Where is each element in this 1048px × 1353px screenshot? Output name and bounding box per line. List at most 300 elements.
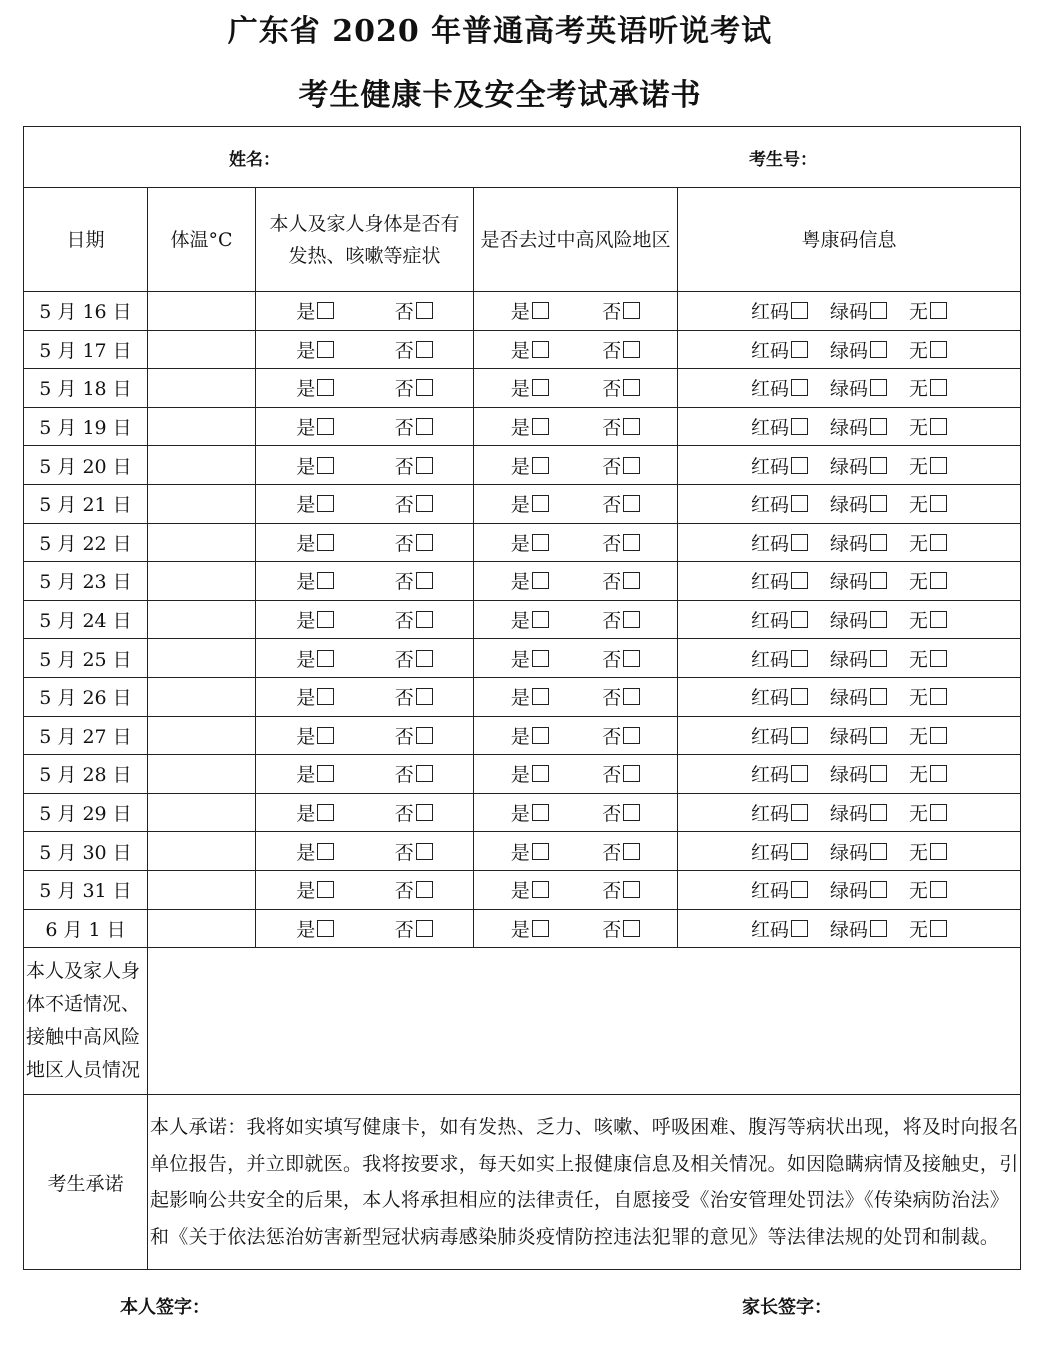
yes-option[interactable] (296, 529, 334, 556)
checkbox[interactable] (623, 727, 640, 744)
no-option[interactable] (602, 529, 640, 556)
yes-option[interactable] (511, 567, 549, 594)
red-code-option[interactable] (751, 760, 808, 787)
checkbox[interactable] (416, 379, 433, 396)
checkbox[interactable] (532, 379, 549, 396)
yes-option[interactable] (511, 606, 549, 633)
checkbox[interactable] (791, 457, 808, 474)
temperature-cell[interactable] (148, 600, 256, 639)
checkbox[interactable] (317, 457, 334, 474)
condition-note-row (24, 948, 1021, 1095)
no-option[interactable] (395, 683, 433, 710)
no-option[interactable] (602, 490, 640, 517)
checkbox[interactable] (532, 418, 549, 435)
checkbox[interactable] (870, 804, 887, 821)
table-row (24, 639, 1021, 678)
yes-option[interactable] (296, 838, 334, 865)
checkbox[interactable] (930, 727, 947, 744)
no-option[interactable] (602, 336, 640, 363)
yes-option[interactable] (296, 799, 334, 826)
checkbox[interactable] (791, 650, 808, 667)
checkbox[interactable] (870, 727, 887, 744)
checkbox[interactable] (791, 418, 808, 435)
none-code-option[interactable] (909, 838, 947, 865)
checkbox[interactable] (623, 843, 640, 860)
checkbox[interactable] (791, 572, 808, 589)
yes-option[interactable] (511, 645, 549, 672)
no-option[interactable] (395, 606, 433, 633)
checkbox[interactable] (532, 302, 549, 319)
checkbox[interactable] (416, 495, 433, 512)
temperature-cell[interactable] (148, 793, 256, 832)
checkbox[interactable] (791, 843, 808, 860)
red-code-label: 红码 (750, 764, 789, 787)
checkbox[interactable] (623, 920, 640, 937)
checkbox[interactable] (930, 457, 947, 474)
green-code-option[interactable] (830, 760, 887, 787)
checkbox[interactable] (623, 881, 640, 898)
no-option[interactable] (395, 529, 433, 556)
no-option[interactable] (395, 645, 433, 672)
checkbox[interactable] (930, 572, 947, 589)
none-code-option[interactable] (909, 799, 947, 826)
date-cell: 5 月 17 日 (24, 330, 148, 369)
checkbox[interactable] (623, 457, 640, 474)
green-code-option[interactable] (830, 529, 887, 556)
yes-option[interactable] (296, 297, 334, 324)
no-label: 否 (394, 378, 414, 401)
no-option[interactable] (395, 452, 433, 479)
green-code-label: 绿码 (830, 417, 869, 440)
yes-option[interactable] (511, 529, 549, 556)
checkbox[interactable] (317, 843, 334, 860)
red-code-option[interactable] (751, 606, 808, 633)
checkbox[interactable] (317, 765, 334, 782)
checkbox[interactable] (416, 534, 433, 551)
no-label: 否 (602, 378, 622, 401)
no-option[interactable] (602, 760, 640, 787)
green-code-option[interactable] (830, 452, 887, 479)
checkbox[interactable] (791, 727, 808, 744)
checkbox[interactable] (623, 688, 640, 705)
no-option[interactable] (602, 722, 640, 749)
yes-option[interactable] (296, 336, 334, 363)
red-code-option[interactable] (751, 413, 808, 440)
checkbox[interactable] (416, 881, 433, 898)
checkbox[interactable] (416, 341, 433, 358)
red-code-option[interactable] (751, 374, 808, 401)
checkbox[interactable] (930, 920, 947, 937)
none-code-option[interactable] (909, 297, 947, 324)
checkbox[interactable] (791, 920, 808, 937)
checkbox[interactable] (930, 534, 947, 551)
checkbox[interactable] (416, 457, 433, 474)
checkbox[interactable] (870, 765, 887, 782)
no-option[interactable] (395, 413, 433, 440)
red-code-option[interactable] (751, 838, 808, 865)
red-code-option[interactable] (751, 876, 808, 903)
none-code-option[interactable] (909, 760, 947, 787)
no-option[interactable] (395, 915, 433, 942)
checkbox[interactable] (791, 688, 808, 705)
parent-signature-label: 家长签字： (742, 1297, 832, 1318)
temperature-cell[interactable] (148, 446, 256, 485)
checkbox[interactable] (317, 920, 334, 937)
temperature-cell[interactable] (148, 870, 256, 909)
checkbox[interactable] (930, 302, 947, 319)
checkbox[interactable] (416, 765, 433, 782)
yes-option[interactable] (511, 799, 549, 826)
checkbox[interactable] (532, 920, 549, 937)
no-option[interactable] (395, 838, 433, 865)
checkbox[interactable] (791, 534, 808, 551)
yes-option[interactable] (296, 452, 334, 479)
yes-option[interactable] (296, 876, 334, 903)
no-label: 否 (394, 494, 414, 517)
checkbox[interactable] (791, 804, 808, 821)
header-row (24, 188, 1021, 292)
table-row (24, 407, 1021, 446)
checkbox[interactable] (532, 843, 549, 860)
no-option[interactable] (602, 799, 640, 826)
no-option[interactable] (602, 413, 640, 440)
green-code-option[interactable] (830, 799, 887, 826)
pledge-row (24, 1095, 1021, 1270)
none-code-option[interactable] (909, 876, 947, 903)
yes-option[interactable] (296, 683, 334, 710)
temperature-cell[interactable] (148, 755, 256, 794)
no-label: 否 (602, 841, 622, 864)
checkbox[interactable] (870, 341, 887, 358)
green-code-option[interactable] (830, 567, 887, 594)
checkbox[interactable] (791, 611, 808, 628)
checkbox[interactable] (930, 765, 947, 782)
yes-option[interactable] (296, 606, 334, 633)
none-code-option[interactable] (909, 683, 947, 710)
checkbox[interactable] (791, 379, 808, 396)
checkbox[interactable] (532, 495, 549, 512)
checkbox[interactable] (870, 379, 887, 396)
date-cell: 6 月 1 日 (24, 909, 148, 948)
checkbox[interactable] (623, 495, 640, 512)
temperature-cell[interactable] (148, 330, 256, 369)
none-code-option[interactable] (909, 529, 947, 556)
checkbox[interactable] (623, 611, 640, 628)
health-code-cell (678, 755, 1021, 794)
red-code-option[interactable] (751, 567, 808, 594)
yes-label: 是 (296, 339, 316, 362)
green-code-option[interactable] (830, 915, 887, 942)
green-code-label: 绿码 (830, 571, 869, 594)
green-code-option[interactable] (830, 297, 887, 324)
red-code-option[interactable] (751, 529, 808, 556)
checkbox[interactable] (532, 572, 549, 589)
table-row (24, 523, 1021, 562)
checkbox[interactable] (317, 881, 334, 898)
checkbox[interactable] (416, 920, 433, 937)
checkbox[interactable] (317, 302, 334, 319)
checkbox[interactable] (532, 534, 549, 551)
temperature-cell[interactable] (148, 677, 256, 716)
yes-option[interactable] (511, 490, 549, 517)
checkbox[interactable] (532, 881, 549, 898)
checkbox[interactable] (930, 843, 947, 860)
checkbox[interactable] (870, 457, 887, 474)
green-code-option[interactable] (830, 722, 887, 749)
checkbox[interactable] (930, 688, 947, 705)
checkbox[interactable] (317, 418, 334, 435)
checkbox[interactable] (532, 804, 549, 821)
no-option[interactable] (602, 876, 640, 903)
checkbox[interactable] (317, 727, 334, 744)
table-row (24, 870, 1021, 909)
no-option[interactable] (395, 374, 433, 401)
checkbox[interactable] (532, 457, 549, 474)
checkbox[interactable] (623, 572, 640, 589)
checkbox[interactable] (623, 650, 640, 667)
checkbox[interactable] (317, 534, 334, 551)
no-option[interactable] (602, 297, 640, 324)
yes-option[interactable] (511, 760, 549, 787)
checkbox[interactable] (870, 572, 887, 589)
temperature-cell[interactable] (148, 639, 256, 678)
green-code-option[interactable] (830, 876, 887, 903)
yes-option[interactable] (296, 374, 334, 401)
checkbox[interactable] (870, 920, 887, 937)
checkbox[interactable] (317, 611, 334, 628)
no-option[interactable] (395, 567, 433, 594)
no-option[interactable] (602, 683, 640, 710)
temperature-cell[interactable] (148, 407, 256, 446)
red-code-label: 红码 (750, 532, 789, 555)
red-code-option[interactable] (751, 645, 808, 672)
checkbox[interactable] (870, 534, 887, 551)
checkbox[interactable] (791, 495, 808, 512)
checkbox[interactable] (623, 341, 640, 358)
no-option[interactable] (395, 336, 433, 363)
checkbox[interactable] (930, 495, 947, 512)
yes-option[interactable] (296, 760, 334, 787)
checkbox[interactable] (416, 572, 433, 589)
none-code-option[interactable] (909, 490, 947, 517)
checkbox[interactable] (791, 881, 808, 898)
checkbox[interactable] (416, 843, 433, 860)
checkbox[interactable] (416, 804, 433, 821)
green-code-label: 绿码 (830, 610, 869, 633)
checkbox[interactable] (870, 418, 887, 435)
none-code-option[interactable] (909, 336, 947, 363)
none-code-label: 无 (909, 301, 929, 324)
no-option[interactable] (602, 567, 640, 594)
green-code-option[interactable] (830, 336, 887, 363)
table-row (24, 600, 1021, 639)
none-code-option[interactable] (909, 645, 947, 672)
temperature-cell[interactable] (148, 716, 256, 755)
checkbox[interactable] (930, 341, 947, 358)
no-option[interactable] (395, 876, 433, 903)
temperature-cell[interactable] (148, 369, 256, 408)
green-code-option[interactable] (830, 645, 887, 672)
yes-option[interactable] (511, 876, 549, 903)
symptoms-cell (256, 755, 474, 794)
yes-option[interactable] (296, 490, 334, 517)
none-code-option[interactable] (909, 413, 947, 440)
yes-option[interactable] (296, 722, 334, 749)
no-option[interactable] (395, 799, 433, 826)
checkbox[interactable] (532, 727, 549, 744)
checkbox[interactable] (870, 843, 887, 860)
checkbox[interactable] (532, 688, 549, 705)
none-code-label: 无 (909, 610, 929, 633)
risk-area-cell (474, 716, 678, 755)
no-option[interactable] (395, 722, 433, 749)
checkbox[interactable] (623, 418, 640, 435)
red-code-option[interactable] (751, 915, 808, 942)
green-code-label: 绿码 (830, 455, 869, 478)
checkbox[interactable] (623, 804, 640, 821)
checkbox[interactable] (930, 379, 947, 396)
checkbox[interactable] (870, 688, 887, 705)
yes-option[interactable] (511, 683, 549, 710)
checkbox[interactable] (870, 495, 887, 512)
yes-option[interactable] (296, 567, 334, 594)
none-code-option[interactable] (909, 722, 947, 749)
yes-label: 是 (296, 725, 316, 748)
date-cell: 5 月 25 日 (24, 639, 148, 678)
none-code-label: 无 (909, 725, 929, 748)
green-code-option[interactable] (830, 606, 887, 633)
checkbox[interactable] (317, 804, 334, 821)
green-code-option[interactable] (830, 413, 887, 440)
yes-option[interactable] (511, 452, 549, 479)
yes-option[interactable] (511, 413, 549, 440)
temperature-cell[interactable] (148, 523, 256, 562)
no-option[interactable] (395, 760, 433, 787)
red-code-label: 红码 (750, 841, 789, 864)
checkbox[interactable] (930, 804, 947, 821)
temperature-cell[interactable] (148, 562, 256, 601)
green-code-option[interactable] (830, 374, 887, 401)
yes-option[interactable] (296, 413, 334, 440)
condition-note-field[interactable] (148, 948, 1021, 1095)
checkbox[interactable] (532, 765, 549, 782)
red-code-label: 红码 (750, 687, 789, 710)
checkbox[interactable] (870, 302, 887, 319)
checkbox[interactable] (532, 650, 549, 667)
green-code-option[interactable] (830, 838, 887, 865)
yes-option[interactable] (296, 645, 334, 672)
red-code-option[interactable] (751, 799, 808, 826)
yes-option[interactable] (511, 915, 549, 942)
yes-label: 是 (510, 571, 530, 594)
yes-option[interactable] (511, 838, 549, 865)
temperature-cell[interactable] (148, 832, 256, 871)
checkbox[interactable] (623, 534, 640, 551)
checkbox[interactable] (416, 611, 433, 628)
no-label: 否 (602, 880, 622, 903)
yes-option[interactable] (511, 297, 549, 324)
checkbox[interactable] (870, 611, 887, 628)
checkbox[interactable] (930, 418, 947, 435)
checkbox[interactable] (532, 341, 549, 358)
checkbox[interactable] (791, 765, 808, 782)
no-option[interactable] (602, 606, 640, 633)
symptoms-cell (256, 330, 474, 369)
red-code-option[interactable] (751, 452, 808, 479)
checkbox[interactable] (416, 727, 433, 744)
none-code-option[interactable] (909, 567, 947, 594)
checkbox[interactable] (416, 302, 433, 319)
date-cell: 5 月 16 日 (24, 292, 148, 331)
green-code-option[interactable] (830, 490, 887, 517)
checkbox[interactable] (532, 611, 549, 628)
checkbox[interactable] (623, 302, 640, 319)
checkbox[interactable] (317, 572, 334, 589)
none-code-option[interactable] (909, 915, 947, 942)
temperature-cell[interactable] (148, 484, 256, 523)
checkbox[interactable] (870, 881, 887, 898)
checkbox[interactable] (791, 341, 808, 358)
yes-option[interactable] (511, 374, 549, 401)
checkbox[interactable] (416, 650, 433, 667)
no-option[interactable] (602, 645, 640, 672)
red-code-label: 红码 (750, 571, 789, 594)
none-code-option[interactable] (909, 606, 947, 633)
checkbox[interactable] (317, 650, 334, 667)
green-code-label: 绿码 (830, 532, 869, 555)
checkbox[interactable] (317, 341, 334, 358)
temperature-cell[interactable] (148, 292, 256, 331)
checkbox[interactable] (317, 688, 334, 705)
checkbox[interactable] (623, 765, 640, 782)
red-code-option[interactable] (751, 683, 808, 710)
table-row (24, 292, 1021, 331)
red-code-option[interactable] (751, 336, 808, 363)
yes-option[interactable] (511, 336, 549, 363)
no-label: 否 (394, 764, 414, 787)
no-option[interactable] (602, 452, 640, 479)
no-option[interactable] (602, 838, 640, 865)
checkbox[interactable] (416, 418, 433, 435)
yes-option[interactable] (296, 915, 334, 942)
yes-option[interactable] (511, 722, 549, 749)
red-code-option[interactable] (751, 297, 808, 324)
checkbox[interactable] (416, 688, 433, 705)
red-code-label: 红码 (750, 301, 789, 324)
checkbox[interactable] (930, 650, 947, 667)
temperature-cell[interactable] (148, 909, 256, 948)
checkbox[interactable] (930, 881, 947, 898)
checkbox[interactable] (870, 650, 887, 667)
green-code-option[interactable] (830, 683, 887, 710)
yes-label: 是 (510, 918, 530, 941)
checkbox[interactable] (930, 611, 947, 628)
checkbox[interactable] (317, 495, 334, 512)
checkbox[interactable] (791, 302, 808, 319)
no-label: 否 (602, 687, 622, 710)
no-option[interactable] (602, 915, 640, 942)
checkbox[interactable] (623, 379, 640, 396)
none-code-option[interactable] (909, 374, 947, 401)
no-option[interactable] (395, 490, 433, 517)
red-code-option[interactable] (751, 722, 808, 749)
checkbox[interactable] (317, 379, 334, 396)
red-code-option[interactable] (751, 490, 808, 517)
no-option[interactable] (395, 297, 433, 324)
none-code-option[interactable] (909, 452, 947, 479)
no-option[interactable] (602, 374, 640, 401)
green-code-label: 绿码 (830, 880, 869, 903)
